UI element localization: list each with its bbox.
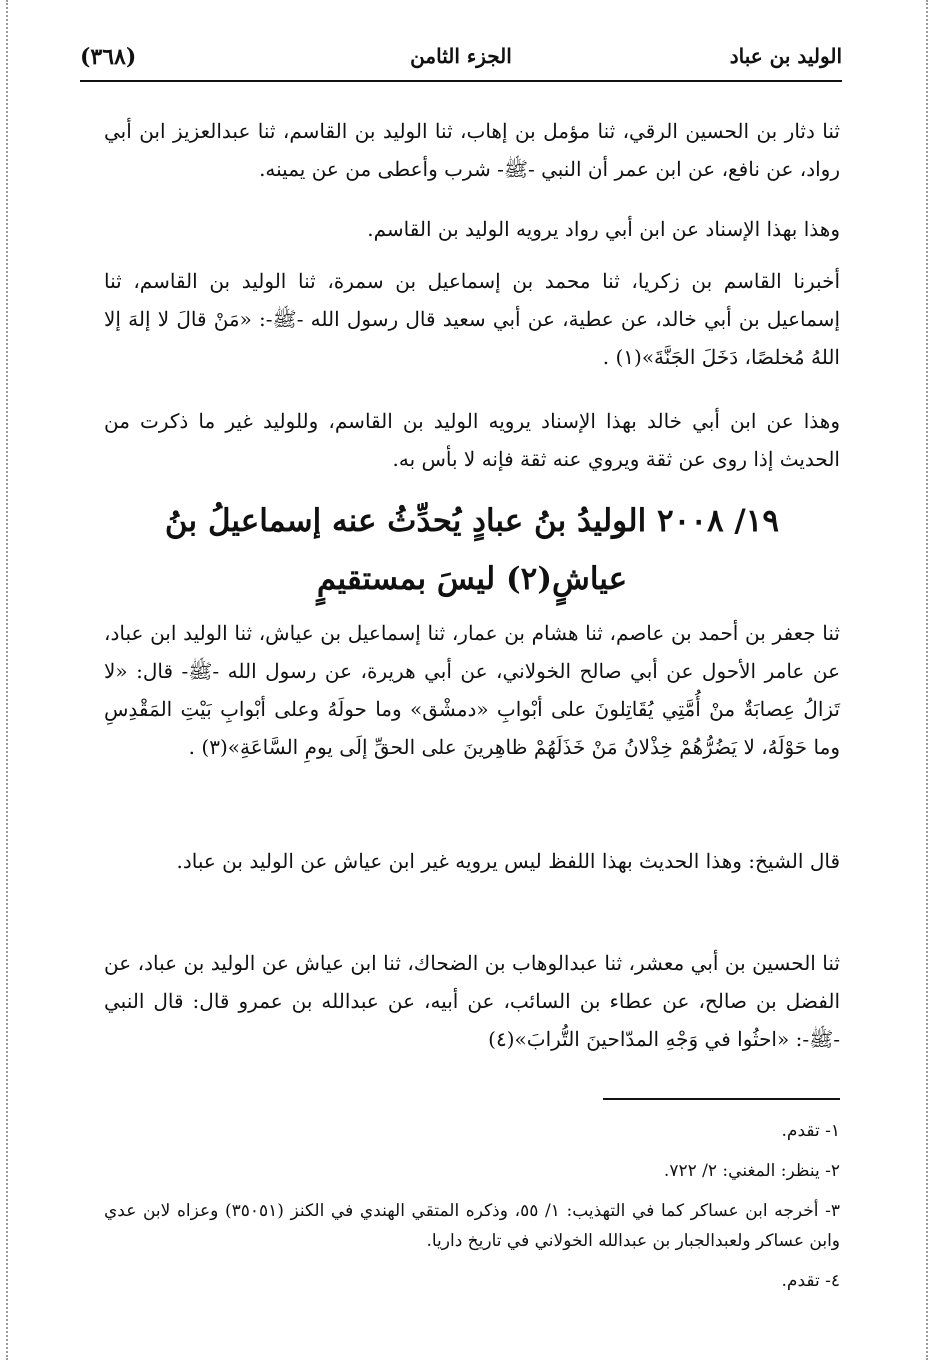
footnote-3: ٣- أخرجه ابن عساكر كما في التهذيب: ١/ ٥٥، وذكره المتقي الهندي في الكنز (٣٥٠٥١) وعزاه لابن عدي وابن عساكر ولعبدالجبار بن عبدالله الخولاني في تاريخ داريا. bbox=[104, 1201, 840, 1251]
entry-heading: ١٩/ ٢٠٠٨ الوليدُ بنُ عبادٍ يُحدِّثُ عنه إسماعيلُ بنُ عياشٍ(٢) ليسَ بمستقيمٍ bbox=[164, 503, 780, 597]
paragraph-4: وهذا عن ابن أبي خالد بهذا الإسناد يرويه الوليد بن القاسم، وللوليد غير ما ذكرت من الحديث إذا روى عن ثقة ويروي عنه ثقة فإنه لا بأس به. bbox=[104, 409, 840, 471]
footnote-2: ٢- ينظر: المغني: ٢/ ٧٢٢. bbox=[663, 1161, 840, 1181]
footnote-4: ٤- تقدم. bbox=[781, 1271, 840, 1291]
paragraph-6: قال الشيخ: وهذا الحديث بهذا اللفظ ليس يرويه غير ابن عياش عن الوليد بن عباد. bbox=[176, 849, 840, 873]
paragraph-2: وهذا بهذا الإسناد عن ابن أبي رواد يرويه الوليد بن القاسم. bbox=[367, 217, 840, 241]
paragraph-1: ثنا دثار بن الحسين الرقي، ثنا مؤمل بن إهاب، ثنا الوليد بن القاسم، ثنا عبدالعزيز ابن أبي رواد، عن نافع، عن ابن عمر أن النبي -ﷺ- شرب وأعطى من عن يمينه. bbox=[104, 119, 840, 181]
paragraph-3: أخبرنا القاسم بن زكريا، ثنا محمد بن إسماعيل بن سمرة، ثنا الوليد بن القاسم، ثنا إسماعيل بن أبي خالد، عن عطية، عن أبي سعيد قال رسول الله -ﷺ-: «مَنْ قالَ لا إلهَ إلا اللهُ مُخلصًا، دَخَلَ الجَنَّةَ»(١) . bbox=[104, 269, 840, 369]
page-number: (٣٦٨) bbox=[80, 44, 137, 70]
paragraph-7: ثنا الحسين بن أبي معشر، ثنا عبدالوهاب بن الضحاك، ثنا ابن عياش عن الوليد بن عباد، عن الفضل بن صالح، عن عطاء بن السائب، عن أبيه، عن عبدالله بن عمرو قال: قال النبي -ﷺ-: «احثُوا في وَجْهِ المدّاحينَ التُّرابَ»(٤) bbox=[104, 951, 840, 1051]
scan-edge-left bbox=[6, 0, 8, 1360]
footnote-rule bbox=[603, 1098, 840, 1100]
footnote-1: ١- تقدم. bbox=[781, 1121, 840, 1141]
running-title: الوليد بن عباد bbox=[729, 44, 842, 68]
header-rule bbox=[80, 80, 842, 82]
volume-label: الجزء الثامن bbox=[410, 44, 512, 68]
scan-edge-right bbox=[926, 0, 928, 1360]
page-header bbox=[80, 40, 842, 78]
footnotes bbox=[104, 1116, 840, 1306]
paragraph-5: ثنا جعفر بن أحمد بن عاصم، ثنا هشام بن عمار، ثنا إسماعيل بن عياش، ثنا الوليد ابن عباد، عن عامر الأحول عن أبي صالح الخولاني، عن أبي هريرة، عن رسول الله -ﷺ- قال: «لا تَزالُ عِصابَةٌ منْ أُمَّتِي يُقَاتِلونَ على أبْوابِ «دمشْق» وما حولَهُ وعلى أبْوابِ بَيْتِ المَقْدِسِ وما حَوْلَهُ، لا يَضُرُّهُمْ خِذْلانُ مَنْ خَذَلَهُمْ ظاهِرينَ على الحقِّ إلَى يومِ السَّاعَةِ»(٣) . bbox=[104, 621, 840, 759]
